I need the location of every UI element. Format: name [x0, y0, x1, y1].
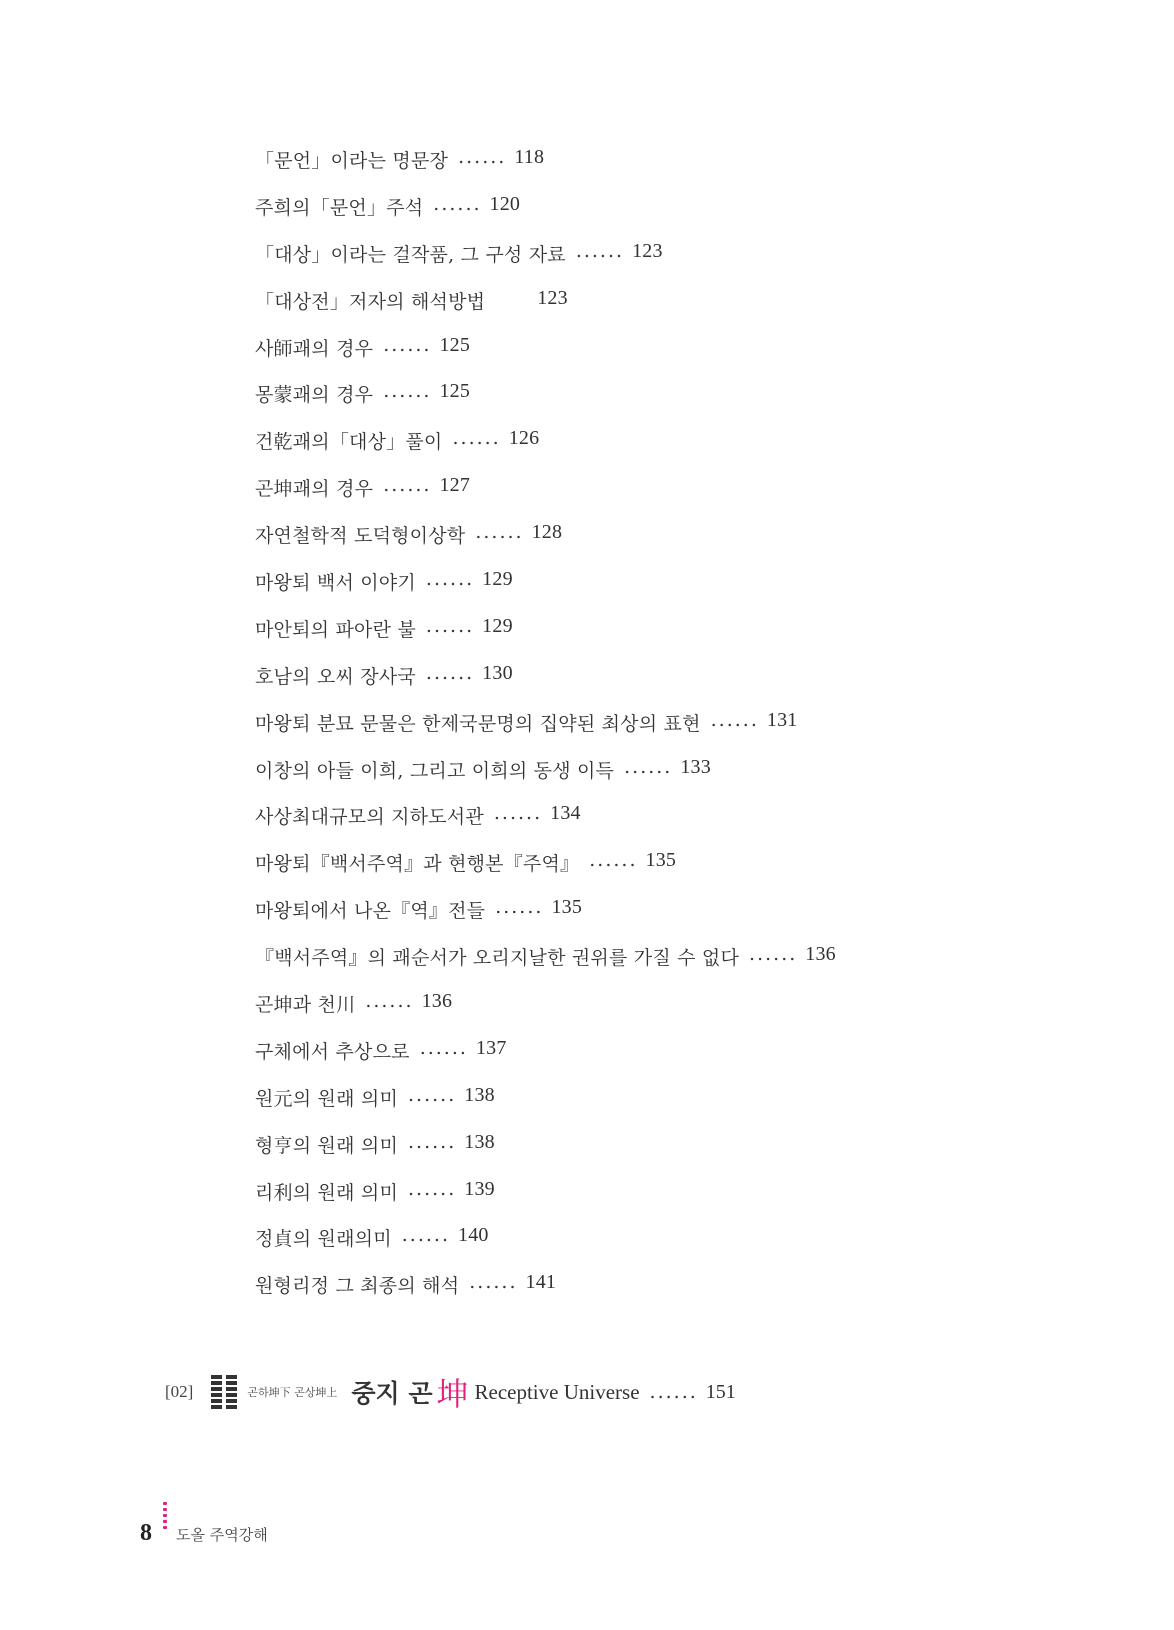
toc-page-number: 136	[805, 943, 836, 966]
toc-entry-title: 이창의 아들 이희, 그리고 이희의 동생 이득	[255, 759, 615, 782]
toc-entry-title: 리利의 원래 의미	[255, 1181, 399, 1204]
toc-entry[interactable]	[255, 146, 836, 193]
toc-page-number: 126	[508, 427, 540, 450]
toc-leader-dots: ......	[458, 146, 507, 168]
toc-entry[interactable]	[255, 615, 836, 662]
chapter-hanja: 坤	[436, 1375, 469, 1413]
toc-page-number: 138	[464, 1130, 495, 1153]
toc-page-number: 128	[531, 521, 563, 544]
chapter-english-title: Receptive Universe	[474, 1379, 640, 1404]
toc-entry-title: 자연철학적 도덕형이상학	[255, 525, 466, 548]
toc-page-number: 135	[645, 849, 677, 872]
toc-leader-dots: ......	[408, 1177, 457, 1200]
toc-entry[interactable]	[255, 1224, 836, 1271]
toc-entry-title: 곤坤괘의 경우	[255, 478, 374, 501]
toc-leader-dots: ......	[475, 521, 524, 544]
toc-leader-dots: ......	[408, 1130, 457, 1153]
toc-entry[interactable]	[255, 193, 836, 240]
toc-page-number: 129	[482, 568, 513, 591]
toc-page-number: 139	[464, 1177, 495, 1200]
toc-leader-dots: ......	[383, 380, 432, 403]
toc-leader-dots: ......	[419, 1036, 468, 1059]
toc-entry[interactable]	[255, 568, 836, 615]
toc-entry[interactable]	[255, 849, 836, 896]
toc-leader-dots: ......	[624, 755, 673, 778]
toc-entry[interactable]	[255, 334, 836, 381]
toc-leader-dots: ......	[383, 474, 432, 497]
toc-entry[interactable]	[255, 287, 836, 334]
chapter-number: [02]	[165, 1382, 194, 1401]
toc-leader-dots: ......	[495, 896, 544, 919]
toc-entry[interactable]	[255, 756, 836, 803]
toc-page-number: 140	[458, 1224, 489, 1247]
toc-entry[interactable]	[255, 1131, 836, 1178]
toc-page-number: 125	[439, 333, 471, 356]
toc-entry-title: 마왕퇴 백서 이야기	[255, 572, 416, 595]
toc-entry[interactable]	[255, 896, 836, 943]
kun-hexagram-icon	[211, 1375, 237, 1409]
toc-entry-title: 원元의 원래 의미	[255, 1087, 399, 1110]
toc-leader-dots: ......	[493, 802, 543, 825]
toc-entry-title: 몽蒙괘의 경우	[255, 384, 374, 407]
chapter-entry[interactable]	[165, 1372, 736, 1412]
toc-entry-title: 호남의 오씨 장사국	[255, 665, 416, 688]
toc-entry-title: 정貞의 원래의미	[255, 1228, 392, 1251]
toc-entry[interactable]	[255, 1271, 836, 1318]
toc-page-number: 129	[482, 614, 513, 637]
toc-entry-title: 사師괘의 경우	[255, 337, 374, 360]
toc-leader-dots: ......	[401, 1224, 451, 1247]
toc-entry-title: 「대상」이라는 걸작품, 그 구성 자료	[255, 243, 566, 266]
toc-leader-dots: ......	[749, 943, 798, 966]
footer-book-title: 도올 주역강해	[176, 1526, 268, 1544]
toc-page-number: 141	[525, 1271, 557, 1294]
toc-leader-dots: ......	[365, 990, 414, 1013]
toc-entry-title: 원형리정 그 최종의 해석	[255, 1275, 460, 1298]
toc-entry-title: 마왕퇴 분묘 문물은 한제국문명의 집약된 최상의 표현	[255, 712, 701, 735]
toc-entry-title: 사상최대규모의 지하도서관	[255, 806, 484, 829]
toc-entry[interactable]	[255, 521, 836, 568]
toc-entry-title: 건乾괘의「대상」풀이	[255, 431, 443, 454]
toc-page-number: 123	[537, 286, 568, 309]
toc-entry[interactable]	[255, 709, 836, 756]
toc-leader-dots: ......	[425, 614, 475, 637]
chapter-name: 중지 곤	[351, 1379, 433, 1408]
toc-page-number: 135	[551, 896, 583, 919]
toc-page-number: 133	[680, 755, 711, 778]
chapter-page-number: 151	[705, 1380, 736, 1403]
toc-entry[interactable]	[255, 662, 836, 709]
toc-leader-dots: ......	[710, 708, 759, 731]
toc-entry-title: 형亨의 원래 의미	[255, 1134, 399, 1157]
toc-entry[interactable]	[255, 990, 836, 1037]
toc-page-number: 125	[439, 380, 471, 403]
toc-entry[interactable]	[255, 1037, 836, 1084]
toc-entry-title: 구체에서 추상으로	[255, 1040, 410, 1063]
toc-entry-title: 주희의「문언」주석	[255, 196, 424, 219]
toc-leader-dots: ......	[469, 1271, 518, 1294]
toc-leader-dots: ......	[433, 192, 482, 215]
toc-list	[255, 146, 836, 1318]
toc-entry-title: 마왕퇴『백서주역』과 현행본『주역』	[255, 853, 580, 876]
toc-page-number: 123	[632, 239, 663, 262]
toc-entry[interactable]	[255, 427, 836, 474]
toc-leader-dots: ......	[425, 661, 475, 684]
chapter-subtitle: 곤하坤下 곤상坤上	[247, 1386, 338, 1399]
toc-page-number: 136	[421, 990, 453, 1013]
chapter-leader-dots: ......	[649, 1381, 698, 1403]
toc-page-number: 137	[475, 1036, 507, 1059]
toc-entry[interactable]	[255, 943, 836, 990]
toc-leader-dots: ......	[425, 568, 475, 591]
toc-leader-dots: ......	[383, 333, 432, 356]
toc-page-number: 120	[489, 192, 521, 215]
toc-page-number: 127	[439, 474, 471, 497]
toc-entry-title: 『백서주역』의 괘순서가 오리지날한 권위를 가질 수 없다	[255, 947, 740, 970]
toc-leader-dots: ......	[408, 1083, 457, 1106]
toc-entry[interactable]	[255, 1084, 836, 1131]
toc-entry[interactable]	[255, 1178, 836, 1225]
toc-entry[interactable]	[255, 474, 836, 521]
toc-page-number: 134	[550, 802, 581, 825]
toc-entry-title: 곤坤과 천川	[255, 994, 356, 1017]
toc-entry-title: 마안퇴의 파아란 불	[255, 618, 416, 641]
toc-leader-dots: ......	[575, 239, 625, 262]
footer-page-number: 8	[140, 1520, 152, 1546]
toc-leader-dots: ......	[452, 427, 501, 450]
toc-page-number: 118	[514, 146, 545, 168]
toc-entry-title: 「문언」이라는 명문장	[255, 150, 449, 172]
toc-entry-title: 마왕퇴에서 나온『역』전들	[255, 900, 486, 923]
toc-entry[interactable]	[255, 240, 836, 287]
toc-entry[interactable]	[255, 802, 836, 849]
toc-page-number: 131	[766, 708, 798, 731]
toc-page-number: 130	[482, 661, 513, 684]
toc-page-number: 138	[464, 1083, 495, 1106]
toc-leader-dots: ......	[589, 849, 638, 872]
toc-entry[interactable]	[255, 380, 836, 427]
footer-divider-dots	[163, 1502, 167, 1529]
toc-entry-title: 「대상전」저자의 해석방법	[255, 290, 486, 313]
